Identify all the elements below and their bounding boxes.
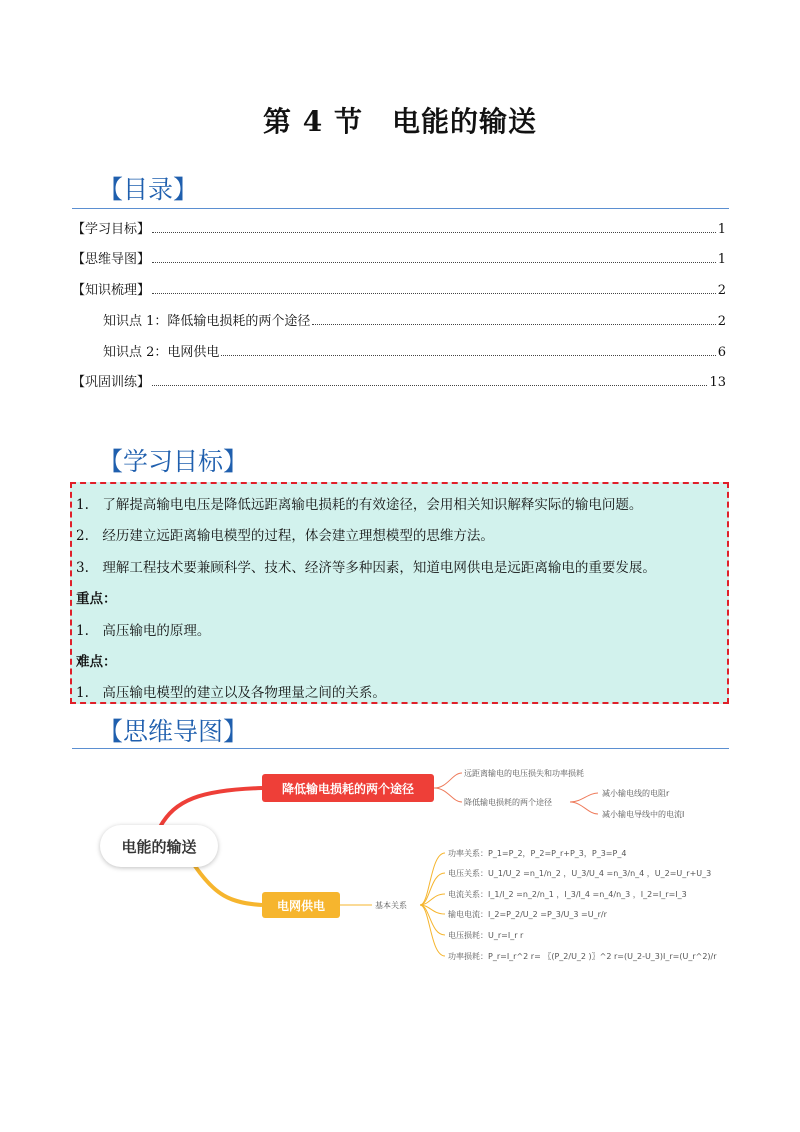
mindmap-node: 减小输电线的电阻r — [602, 789, 670, 798]
goal-3: 3. 理解工程技术要兼顾科学、技术、经济等多种因素，知道电网供电是远距离输电的重要发展。 — [76, 560, 656, 576]
mindmap-relation: 电流关系：I_1/I_2 =n_2/n_1 ，I_3/I_4 =n_4/n_3 ，I_2=I_r=I_3 — [448, 890, 687, 899]
toc-leader-dots — [152, 231, 716, 233]
mindmap-relation: 电压关系：U_1/U_2 =n_1/n_2 ，U_3/U_4 =n_3/n_4 ，U_2=U_r+U_3 — [448, 869, 712, 878]
mindmap-node: 基本关系 — [375, 901, 407, 910]
toc-heading: 【目录】 — [98, 175, 199, 204]
toc-leader-dots — [312, 323, 715, 325]
mindmap-relation: 电压损耗：U_r=I_r r — [448, 931, 524, 940]
toc-item-knowledge[interactable] — [72, 279, 726, 297]
page-title: 第 4 节 电能的输送 — [263, 105, 537, 138]
mindmap-relation: 输电电流：I_2=P_2/U_2 =P_3/U_3 =U_r/r — [448, 910, 607, 919]
toc-item-page: 1 — [717, 222, 726, 237]
mindmap-branch-grid: 电网供电 — [262, 892, 340, 918]
toc-leader-dots — [152, 261, 716, 263]
goal-1: 1. 了解提高输电电压是降低远距离输电损耗的有效途径，会用相关知识解释实际的输电问题。 — [76, 497, 643, 513]
mindmap-relation: 功率损耗：P_r=I_r^2 r= 〖(P_2/U_2 )〗^2 r=(U_2-U_3)I_r=(U_r^2)/r — [448, 952, 717, 961]
toc-leader-dots — [152, 384, 707, 386]
toc-item-page: 13 — [709, 375, 726, 390]
toc-item-mindmap[interactable] — [72, 248, 726, 266]
difficulty-label: 难点： — [76, 654, 117, 670]
toc-item-page: 6 — [717, 345, 726, 360]
mindmap-heading: 【思维导图】 — [98, 717, 249, 746]
toc-item-page: 2 — [717, 283, 726, 298]
toc-item-objectives[interactable] — [72, 218, 726, 236]
key-point: 1. 高压输电的原理。 — [76, 623, 211, 639]
mindmap-relation: 功率关系：P_1=P_2，P_2=P_r+P_3，P_3=P_4 — [448, 849, 627, 858]
mindmap-node: 降低输电损耗的两个途径 — [464, 798, 552, 807]
difficulty-point: 1. 高压输电模型的建立以及各物理量之间的关系。 — [76, 685, 386, 701]
mindmap-node: 减小输电导线中的电流I — [602, 810, 685, 819]
objectives-heading: 【学习目标】 — [98, 447, 249, 476]
toc-item-page: 2 — [717, 314, 726, 329]
toc-item-practice[interactable] — [72, 371, 726, 389]
toc-item-point-2[interactable] — [103, 341, 726, 359]
mindmap-divider — [72, 748, 729, 749]
toc-divider — [72, 208, 729, 209]
toc-item-label: 【思维导图】 — [72, 252, 151, 267]
toc-item-label: 知识点 1：降低输电损耗的两个途径 — [103, 314, 311, 329]
toc-item-label: 知识点 2：电网供电 — [103, 345, 220, 360]
key-label: 重点： — [76, 591, 117, 607]
goal-2: 2. 经历建立远距离输电模型的过程，体会建立理想模型的思维方法。 — [76, 528, 494, 544]
toc-item-label: 【学习目标】 — [72, 222, 151, 237]
toc-item-point-1[interactable] — [103, 310, 726, 328]
objectives-box — [70, 482, 729, 704]
mindmap-root: 电能的输送 — [100, 825, 218, 867]
toc-item-label: 【巩固训练】 — [72, 375, 151, 390]
toc-leader-dots — [152, 292, 716, 294]
mindmap-node: 远距离输电的电压损失和功率损耗 — [464, 769, 584, 778]
toc-leader-dots — [221, 354, 715, 356]
toc-item-label: 【知识梳理】 — [72, 283, 151, 298]
toc-item-page: 1 — [717, 252, 726, 267]
mindmap-branch-reduce-loss: 降低输电损耗的两个途径 — [262, 774, 434, 802]
